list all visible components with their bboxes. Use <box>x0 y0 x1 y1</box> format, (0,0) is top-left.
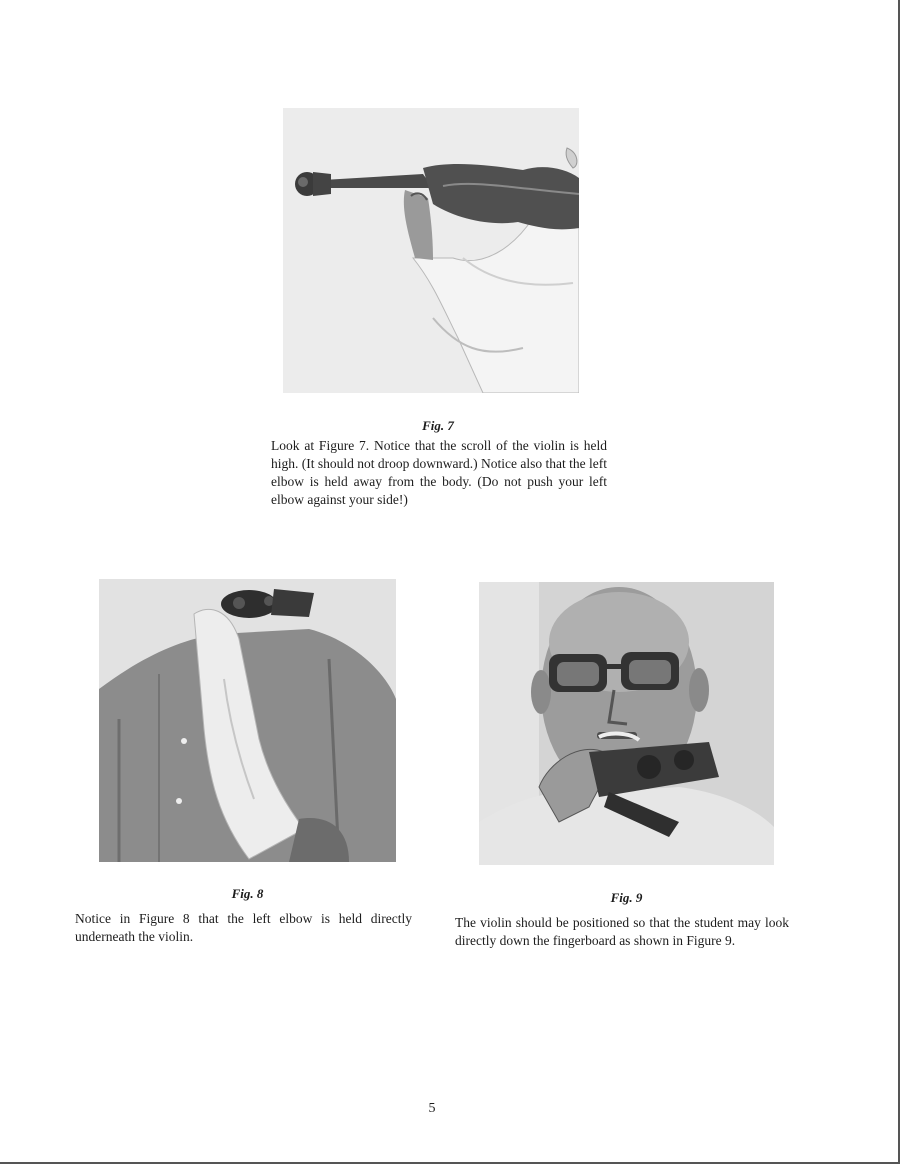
elbow-under-violin-photo <box>99 579 396 862</box>
figure-8-label: Fig. 8 <box>231 886 264 901</box>
figure-7-caption: Look at Figure 7. Notice that the scroll of the violin is held high. (It should not droop downward.) Notice also that the left elbow is held away from the body. (Do not push your left elbow against your side!) <box>271 438 607 507</box>
figure-9-photo <box>479 582 774 865</box>
figure-7-photo <box>283 108 579 393</box>
figure-8-photo <box>99 579 396 862</box>
figure-9-label: Fig. 9 <box>610 890 643 905</box>
figure-7-label: Fig. 7 <box>422 418 454 433</box>
figure-8-caption: Notice in Figure 8 that the left elbow is held directly underneath the violin. <box>75 911 412 944</box>
looking-down-fingerboard-photo <box>479 582 774 865</box>
figure-9-caption: The violin should be positioned so that the student may look directly down the fingerboard as shown in Figure 9. <box>455 915 789 948</box>
page-number: 5 <box>428 1101 436 1116</box>
violin-held-high-photo <box>283 108 579 393</box>
